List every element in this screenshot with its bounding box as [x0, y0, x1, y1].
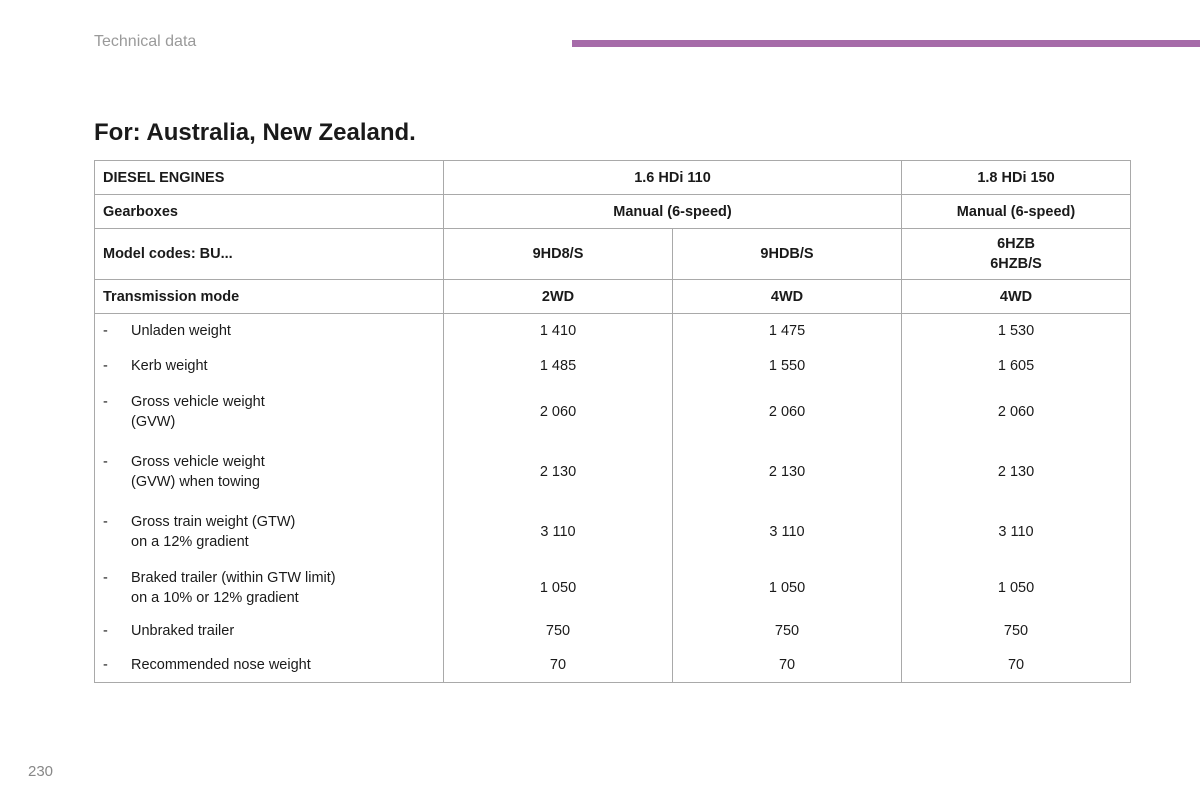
row-label-line-2: (GVW) when towing [131, 473, 260, 490]
row-value-2: 2 130 [673, 442, 902, 502]
row-dash: - [103, 453, 108, 470]
row-value-3: 1 050 [902, 562, 1131, 614]
row-label-wrap [103, 512, 435, 552]
row-value-1: 3 110 [444, 502, 673, 562]
row-dash: - [103, 394, 108, 410]
header-accent-bar [572, 40, 1200, 47]
row-label-wrap [103, 392, 435, 432]
gearbox-1: Manual (6-speed) [444, 195, 902, 229]
row-label [95, 383, 444, 442]
table-row-model-codes [95, 229, 1131, 280]
row-value-3: 1 605 [902, 349, 1131, 383]
row-label [95, 562, 444, 614]
row-label-line-1: Unladen weight [131, 323, 231, 340]
row-value-3: 2 060 [902, 383, 1131, 442]
row-value-3: 70 [902, 648, 1131, 683]
table-row [95, 314, 1131, 349]
row-label-wrap [103, 452, 435, 492]
row-dash: - [103, 622, 108, 639]
model-code-3a: 6HZB [997, 236, 1035, 252]
row-value-2: 3 110 [673, 502, 902, 562]
row-label [95, 502, 444, 562]
row-value-1: 1 485 [444, 349, 673, 383]
row-label-text [131, 392, 435, 432]
row-value-2: 1 050 [673, 562, 902, 614]
row-value-1: 750 [444, 614, 673, 648]
gearbox-2: Manual (6-speed) [902, 195, 1131, 229]
gearboxes-label: Gearboxes [95, 195, 444, 229]
row-value-2: 750 [673, 614, 902, 648]
engines-label: DIESEL ENGINES [95, 161, 444, 195]
row-label-line-2: on a 12% gradient [131, 533, 249, 550]
row-value-3: 2 130 [902, 442, 1131, 502]
table-row [95, 614, 1131, 648]
row-label-wrap [103, 356, 435, 376]
row-value-1: 1 050 [444, 562, 673, 614]
row-label-wrap [103, 568, 435, 608]
row-value-3: 3 110 [902, 502, 1131, 562]
table-row [95, 383, 1131, 442]
transmission-1: 2WD [444, 280, 673, 314]
model-codes-label: Model codes: BU... [95, 229, 444, 280]
row-label-wrap [103, 655, 435, 675]
row-label [95, 648, 444, 683]
row-label [95, 442, 444, 502]
model-code-1: 9HD8/S [444, 229, 673, 280]
model-code-3b: 6HZB/S [990, 256, 1042, 272]
engine-2: 1.8 HDi 150 [902, 161, 1131, 195]
row-dash: - [103, 656, 108, 673]
row-label-line-1: Recommended nose weight [131, 656, 311, 673]
row-label-text [131, 655, 435, 675]
row-value-1: 2 060 [444, 383, 673, 442]
row-value-2: 70 [673, 648, 902, 683]
page-number: 230 [28, 763, 54, 780]
row-label-wrap [103, 321, 435, 341]
table-row [95, 349, 1131, 383]
transmission-label: Transmission mode [95, 280, 444, 314]
row-label-text [131, 512, 435, 552]
row-label-line-1: Gross vehicle weight [131, 453, 265, 470]
row-value-1: 1 410 [444, 314, 673, 349]
row-dash: - [103, 357, 108, 374]
row-label [95, 614, 444, 648]
row-value-2: 1 475 [673, 314, 902, 349]
model-code-3 [902, 229, 1131, 280]
row-dash: - [103, 569, 108, 586]
row-label-line-1: Braked trailer (within GTW limit) [131, 569, 336, 586]
table-row-engines [95, 161, 1131, 195]
row-label-text [131, 321, 435, 341]
row-value-2: 2 060 [673, 383, 902, 442]
table-row [95, 562, 1131, 614]
table-row-gearboxes [95, 195, 1131, 229]
row-label [95, 349, 444, 383]
row-value-3: 1 530 [902, 314, 1131, 349]
row-dash: - [103, 513, 108, 530]
table-row [95, 502, 1131, 562]
page-title: For: Australia, New Zealand. [94, 119, 416, 146]
weight-rows [95, 314, 1131, 683]
technical-data-table [94, 160, 1131, 683]
row-label-text [131, 568, 435, 608]
row-label [95, 314, 444, 349]
engine-1: 1.6 HDi 110 [444, 161, 902, 195]
row-label-wrap [103, 621, 435, 641]
table-row [95, 648, 1131, 683]
row-label-line-1: Gross vehicle weight [131, 394, 265, 410]
transmission-3: 4WD [902, 280, 1131, 314]
table-row-transmission [95, 280, 1131, 314]
row-label-line-1: Kerb weight [131, 357, 208, 374]
table-row [95, 442, 1131, 502]
row-label-text [131, 356, 435, 376]
row-label-line-2: (GVW) [131, 414, 176, 430]
model-code-2: 9HDB/S [673, 229, 902, 280]
row-value-1: 70 [444, 648, 673, 683]
section-label: Technical data [94, 33, 197, 50]
row-value-2: 1 550 [673, 349, 902, 383]
transmission-2: 4WD [673, 280, 902, 314]
row-value-3: 750 [902, 614, 1131, 648]
row-label-line-2: on a 10% or 12% gradient [131, 589, 299, 606]
row-label-text [131, 452, 435, 492]
row-label-line-1: Gross train weight (GTW) [131, 513, 296, 530]
row-label-line-1: Unbraked trailer [131, 622, 235, 639]
row-dash: - [103, 323, 108, 340]
row-value-1: 2 130 [444, 442, 673, 502]
row-label-text [131, 621, 435, 641]
